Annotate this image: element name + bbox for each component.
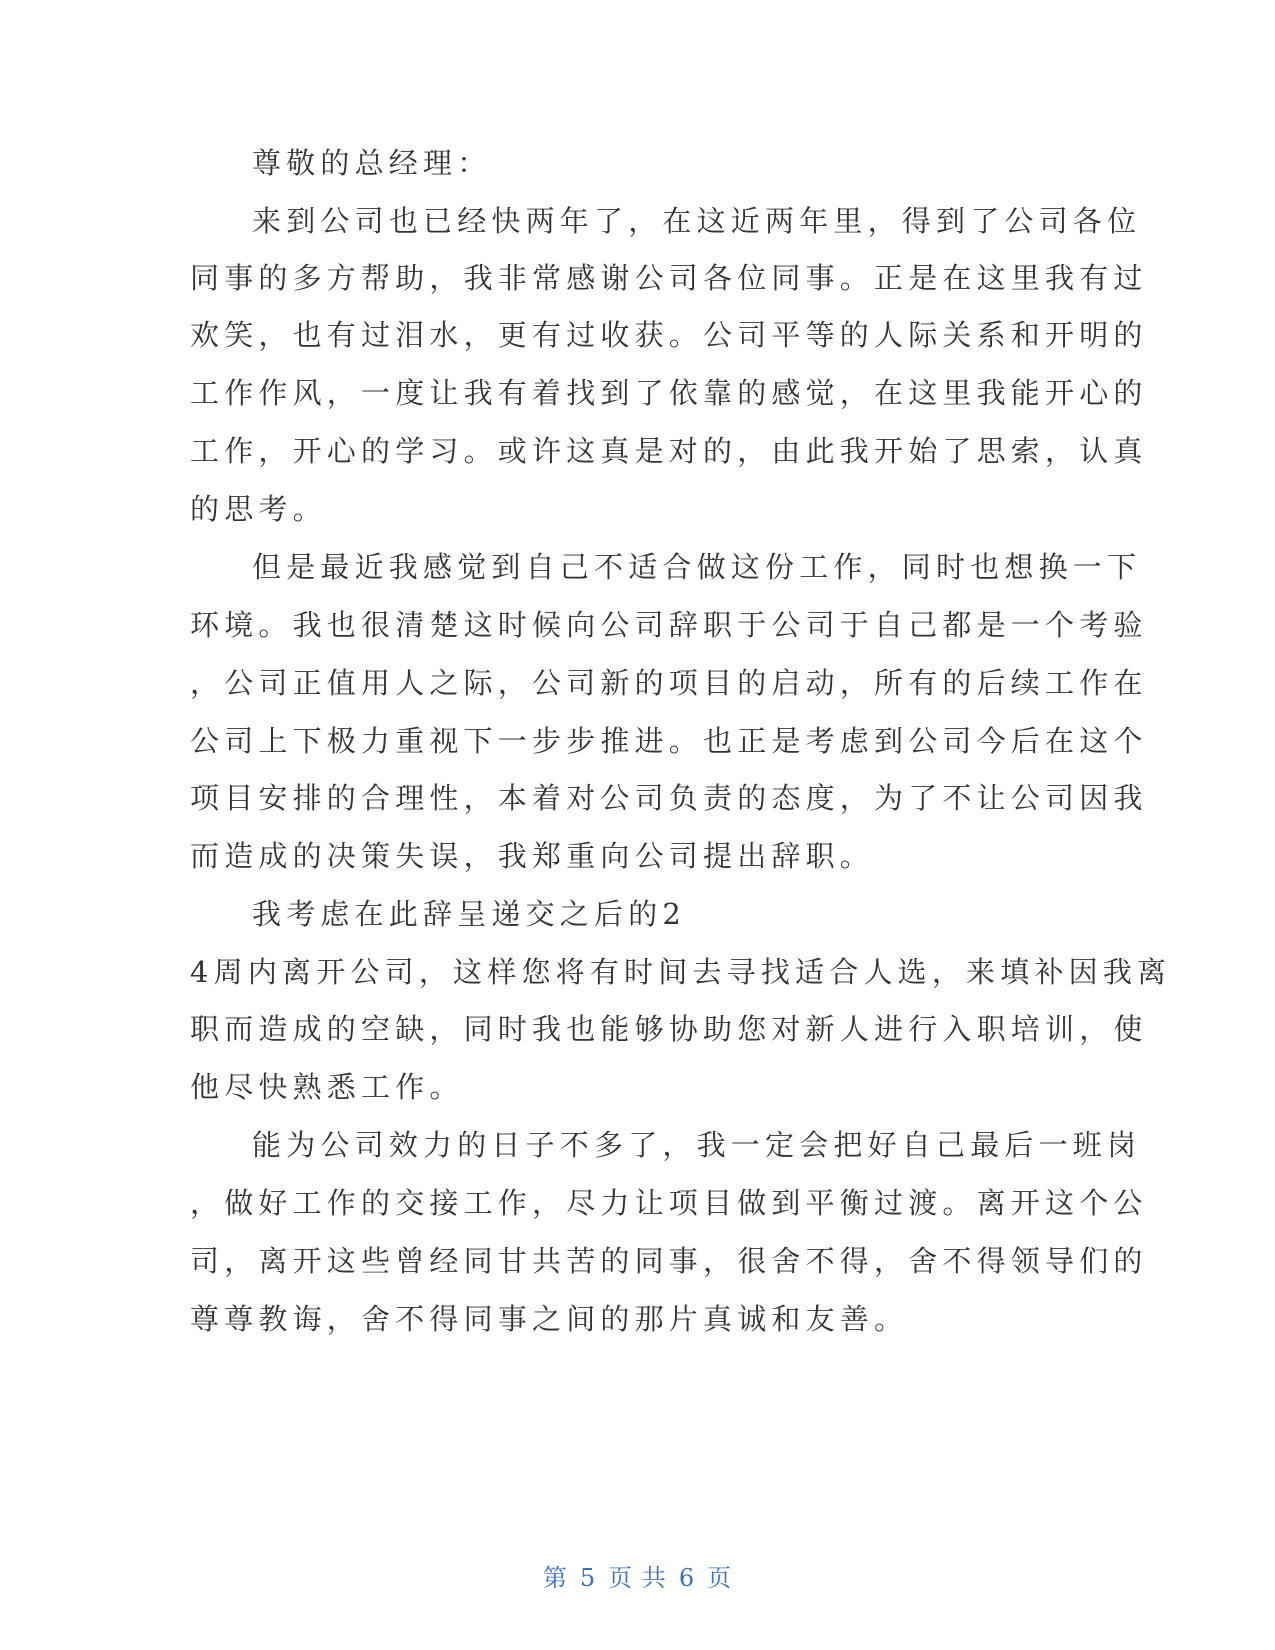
paragraph-3-line-1: 我考虑在此辞呈递交之后的2 — [252, 897, 687, 931]
paragraph-1-line-1: 来到公司也已经快两年了，在这近两年里，得到了公司各位 — [252, 204, 1142, 238]
paragraph-2-line-2: 环境。我也很清楚这时候向公司辞职于公司于自己都是一个考验 — [190, 608, 1148, 642]
paragraph-3-line-4: 他尽快熟悉工作。 — [190, 1070, 464, 1104]
paragraph-1-line-6: 的思考。 — [190, 492, 327, 526]
paragraph-2-line-5: 项目安排的合理性，本着对公司负责的态度，为了不让公司因我 — [190, 781, 1148, 815]
paragraph-3-line-2: 4周内离开公司，这样您将有时间去寻找适合人选，来填补因我离 — [190, 955, 1172, 989]
paragraph-2-line-6: 而造成的决策失误，我郑重向公司提出辞职。 — [190, 839, 875, 873]
footer-total-pages: 6 — [678, 1564, 696, 1592]
footer-current-page: 5 — [579, 1564, 597, 1592]
paragraph-3-line-3: 职而造成的空缺，同时我也能够协助您对新人进行入职培训，使 — [190, 1012, 1148, 1046]
paragraph-4-line-1: 能为公司效力的日子不多了，我一定会把好自己最后一班岗 — [252, 1128, 1142, 1162]
salutation: 尊敬的总经理： — [252, 146, 492, 180]
footer-middle: 页 共 — [608, 1564, 667, 1592]
paragraph-2-line-4: 公司上下极力重视下一步步推进。也正是考虑到公司今后在这个 — [190, 724, 1148, 758]
paragraph-4-line-3: 司，离开这些曾经同甘共苦的同事，很舍不得，舍不得领导们的 — [190, 1244, 1148, 1278]
paragraph-2-line-1: 但是最近我感觉到自己不适合做这份工作，同时也想换一下 — [252, 550, 1142, 584]
page-footer — [0, 1558, 1275, 1593]
paragraph-4-line-2: ，做好工作的交接工作，尽力让项目做到平衡过渡。离开这个公 — [190, 1186, 1148, 1220]
paragraph-1-line-2: 同事的多方帮助，我非常感谢公司各位同事。正是在这里我有过 — [190, 261, 1148, 295]
paragraph-1-line-5: 工作，开心的学习。或许这真是对的，由此我开始了思索，认真 — [190, 434, 1148, 468]
footer-prefix: 第 — [542, 1564, 568, 1592]
paragraph-1-line-4: 工作作风，一度让我有着找到了依靠的感觉，在这里我能开心的 — [190, 376, 1148, 410]
paragraph-2-line-3: ，公司正值用人之际，公司新的项目的启动，所有的后续工作在 — [190, 666, 1148, 700]
footer-suffix: 页 — [707, 1564, 733, 1592]
paragraph-1-line-3: 欢笑，也有过泪水，更有过收获。公司平等的人际关系和开明的 — [190, 318, 1148, 352]
paragraph-4-line-4: 尊尊教诲，舍不得同事之间的那片真诚和友善。 — [190, 1302, 909, 1336]
